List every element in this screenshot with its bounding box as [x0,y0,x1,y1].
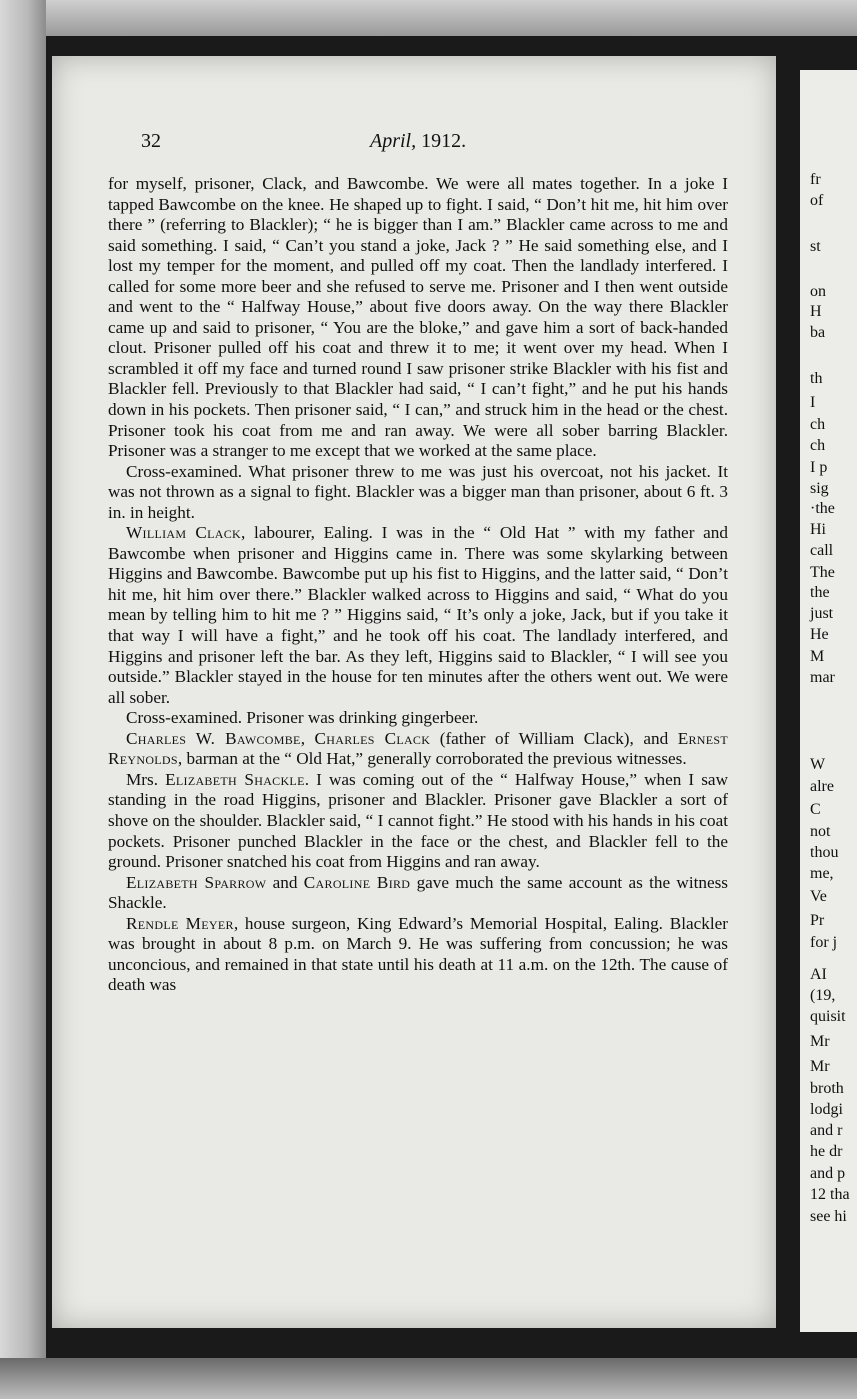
paragraph [108,523,728,708]
adjacent-page-fragment [800,70,857,1332]
adjacent-page-text: ch [810,437,826,454]
adjacent-page-text: ·the [810,500,835,517]
body-text [108,174,728,996]
adjacent-page-text: The [810,564,835,581]
adjacent-page-text: see hi [810,1208,847,1225]
paragraph-text: , barman at the “ Old Hat,” generally corroborated the previous witnesses. [177,749,687,769]
adjacent-page-text: I [810,394,816,411]
adjacent-page-text: (19, [810,987,836,1004]
adjacent-page-text: Ve [810,888,827,905]
witness-name: Charles Clack [314,728,431,748]
paragraph-text: for myself, prisoner, Clack, and Bawcombe. We were all mates together. In a joke I tapped Bawcombe on the knee. He shaped up to fight. I said, “ Don’t hit me, hit him over there ” (referring to Blackler); “ he is bigger than I am.” Blackler came across to me and said something. I said, “ Can’t you stand a joke, Jack ? ” He said something else, and I lost my temper for the moment, and pulled off my coat. Then the landlady interfered. I called for some more beer and she refused to serve me. Prisoner and I then went outside and went to the “ Halfway House,” about five doors away. On the way there Blackler came up and said to prisoner, “ You are the bloke,” and gave him a sort of back-handed clout. Prisoner pulled off his coat and threw it to me; it went over my head. When I scrambled it off my face and turned round I saw prisoner strike Blackler with his fist and Blackler fell. Previously to that Blackler had said, “ I can’t fight,” and he put his hands down in his pockets. Then prisoner said, “ I can,” and struck him in the head or the chest. Prisoner took his coat from me and ran away. We were all sober barring Blackler. Prisoner was a stranger to me except that we worked at the same place. [108,174,728,461]
adjacent-page-text: alre [810,778,834,795]
adjacent-page-text: not [810,823,831,840]
paragraph-text: Cross-examined. Prisoner was drinking gingerbeer. [126,708,479,728]
witness-name: Ernest Reynolds [108,728,729,769]
scan-bottom-border [0,1358,857,1399]
adjacent-page-text: lodgi [810,1101,843,1118]
adjacent-page-text: me, [810,865,834,882]
adjacent-page-text: and p [810,1165,846,1182]
adjacent-page-text: M [810,648,825,665]
adjacent-page-text: mar [810,669,835,686]
adjacent-page-text: ba [810,324,826,341]
adjacent-page-text: he dr [810,1143,843,1160]
adjacent-page-text: C [810,801,821,818]
page-number: 32 [141,130,161,152]
book-page [52,56,776,1328]
witness-name: Elizabeth Shackle [165,769,305,789]
paragraph-text: gave much the same account as the witness Shackle. [108,872,728,913]
adjacent-page-text: broth [810,1080,844,1097]
adjacent-page-text: of [810,192,824,209]
running-title-year: 1912. [421,130,467,152]
paragraph [108,770,728,873]
paragraph [108,462,728,524]
adjacent-page-text: ch [810,416,826,433]
adjacent-page-text: just [810,605,834,622]
paragraph [108,873,728,914]
adjacent-page-text: Pr [810,912,825,929]
paragraph-text: and [266,872,304,892]
adjacent-page-text: 12 tha [810,1186,850,1203]
paragraph-text: , labourer, Ealing. I was in the “ Old Hat ” with my father and Bawcombe when prisoner and Higgins came in. There was some skylarking between Higgins and Bawcombe. Bawcombe put up his fist to Higgins, and the latter said, “ Don’t hit me, hit him over there.” Blackler walked across to Higgins and said, “ What do you mean by telling him to hit me ? ” Higgins said, “ It’s only a joke, Jack, but if you take it that way I will have a fight,” and he took off his coat. The landlady interfered, and Higgins and prisoner left the bar. As they left, Higgins said to Blackler, “ I will see you outside.” Blackler stayed in the house for ten minutes after the others went out. We were all sober. [108,523,728,707]
adjacent-page-text: H [810,303,822,320]
paragraph [108,729,728,770]
paragraph-text: . I was coming out of the “ Halfway House,” when I saw standing in the road Higgins, prisoner and Blackler. Prisoner gave Blackler a sort of shove on the shoulder. Blackler said, “ I cannot fight.” He stood with his hands in his coat pockets. Prisoner punched Blackler in the face or the chest, and Blackler fell to the ground. Prisoner snatched his coat from Higgins and ran away. [108,769,728,872]
adjacent-page-text: call [810,542,834,559]
adjacent-page-text: fr [810,171,821,188]
scan-top-border [0,0,857,36]
adjacent-page-text: for j [810,934,838,951]
witness-name: Caroline Bird [303,872,411,892]
paragraph [108,708,728,729]
adjacent-page-text: Hi [810,521,826,538]
adjacent-page-text: I p [810,459,828,476]
running-title [370,130,466,153]
witness-name: William Clack [126,523,241,543]
adjacent-page-text: sig [810,480,829,497]
running-title-month: April, [370,130,417,152]
paragraph [108,174,728,462]
adjacent-page-text: Mr [810,1033,830,1050]
adjacent-page-text: th [810,370,823,387]
paragraph-text: , house surgeon, King Edward’s Memorial Hospital, Ealing. Blackler was brought in about 8 p.m. on March 9. He was suffering from concussion; he was unconcious, and remained in that state until his death at 11 a.m. on the 12th. The cause of death was [108,913,728,995]
witness-name: Charles W. Bawcombe [126,728,301,748]
adjacent-page-text: quisit [810,1008,846,1025]
paragraph-text: Mrs. [126,769,166,789]
paragraph-text: (father of William Clack), and [430,728,678,748]
paragraph-text: , [300,728,315,748]
scan-left-edge [0,0,46,1399]
adjacent-page-text: st [810,238,821,255]
adjacent-page-text: He [810,626,829,643]
adjacent-page-text: Mr [810,1058,830,1075]
adjacent-page-text: thou [810,844,839,861]
adjacent-page-text: on [810,283,826,300]
paragraph-text: Cross-examined. What prisoner threw to me was just his overcoat, not his jacket. It was not thrown as a signal to fight. Blackler was a bigger man than prisoner, about 6 ft. 3 in. in height. [108,461,728,522]
adjacent-page-text: and r [810,1122,843,1139]
adjacent-page-text: AI [810,966,827,983]
witness-name: Elizabeth Sparrow [126,872,267,892]
witness-name: Rendle Meyer [126,913,234,933]
adjacent-page-text: the [810,584,830,601]
adjacent-page-text: W [810,756,826,773]
page-header [90,130,690,160]
paragraph [108,914,728,996]
